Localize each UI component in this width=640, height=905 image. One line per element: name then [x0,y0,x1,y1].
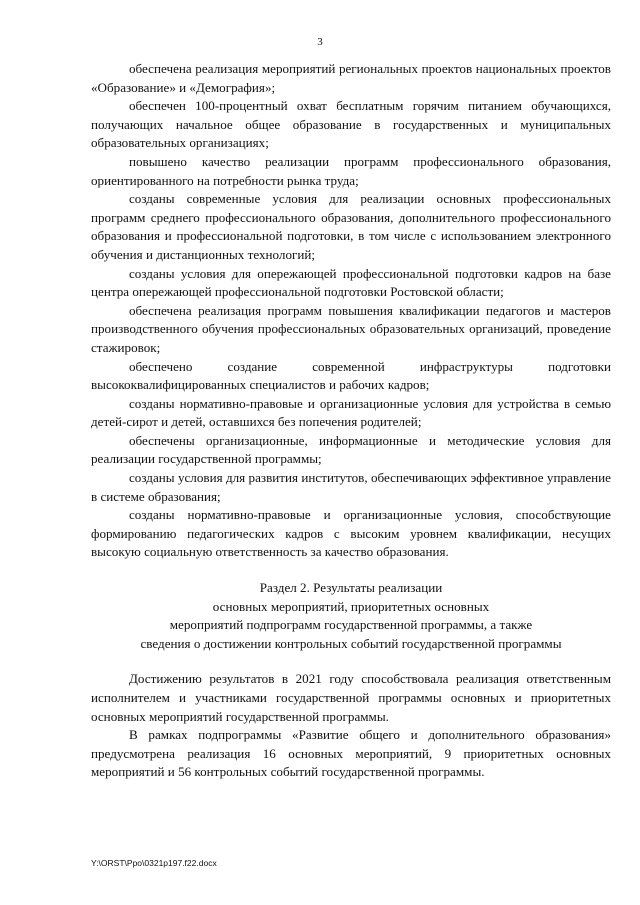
page-number: 3 [317,36,323,48]
list-item: обеспечена реализация мероприятий региональных проектов национальных проектов «Образование» и «Демография»; [91,61,611,95]
list-item: созданы нормативно-правовые и организационные условия, способствующие формированию педагогических кадров с высоким уровнем квалификации, несущих высокую социальную ответственность за качество образования. [91,507,611,560]
list-item: обеспечено создание современной инфраструктуры подготовки высококвалифицированных специалистов и рабочих кадров; [91,358,611,393]
list-item: созданы современные условия для реализации основных профессиональных программ среднего профессионального образования, дополнительного профессионального образования и профессиональной подготовки, в том числе с использованием электронного обучения и дистанционных технологий; [91,191,611,262]
section-heading-line: Раздел 2. Результаты реализации [259,580,443,596]
list-item: повышено качество реализации программ профессионального образования, ориентированного на потребности рынка труда; [91,153,611,188]
list-item: созданы нормативно-правовые и организационные условия для устройства в семью детей-сирот и детей, оставшихся без попечения родителей; [91,395,611,430]
body-paragraph: Достижению результатов в 2021 году способствовала реализация ответственным исполнителем и участниками государственной программы основных и приоритетных основных мероприятий государственной программы. [91,671,611,724]
section-heading-line: мероприятий подпрограмм государственной программы, а также [169,617,533,633]
page-content [91,60,611,782]
section-heading-line: сведения о достижении контрольных событий государственной программы [140,635,562,651]
list-item: созданы условия для опережающей профессиональной подготовки кадров на базе центра опережающей профессиональной подготовки Ростовской области; [91,265,611,300]
list-item: обеспечены организационные, информационные и методические условия для реализации государственной программы; [91,432,611,467]
section-heading-line: основных мероприятий, приоритетных основных [212,598,490,614]
list-item: созданы условия для развития институтов, обеспечивающих эффективное управление в системе образования; [91,470,611,504]
body-paragraph: В рамках подпрограммы «Развитие общего и дополнительного образования» предусмотрена реализация 16 основных мероприятий, 9 приоритетных основных мероприятий и 56 контрольных событий государственной программы. [91,727,611,780]
section-heading [91,579,611,653]
footer-file-path: Y:\ORST\Ppo\0321p197.f22.docx [91,858,217,868]
list-item: обеспечена реализация программ повышения квалификации педагогов и мастеров производственного обучения профессиональных образовательных организаций, проведение стажировок; [91,302,611,355]
list-item: обеспечен 100-процентный охват бесплатным горячим питанием обучающихся, получающих начальное общее образование в государственных и муниципальных образовательных организациях; [91,98,611,151]
